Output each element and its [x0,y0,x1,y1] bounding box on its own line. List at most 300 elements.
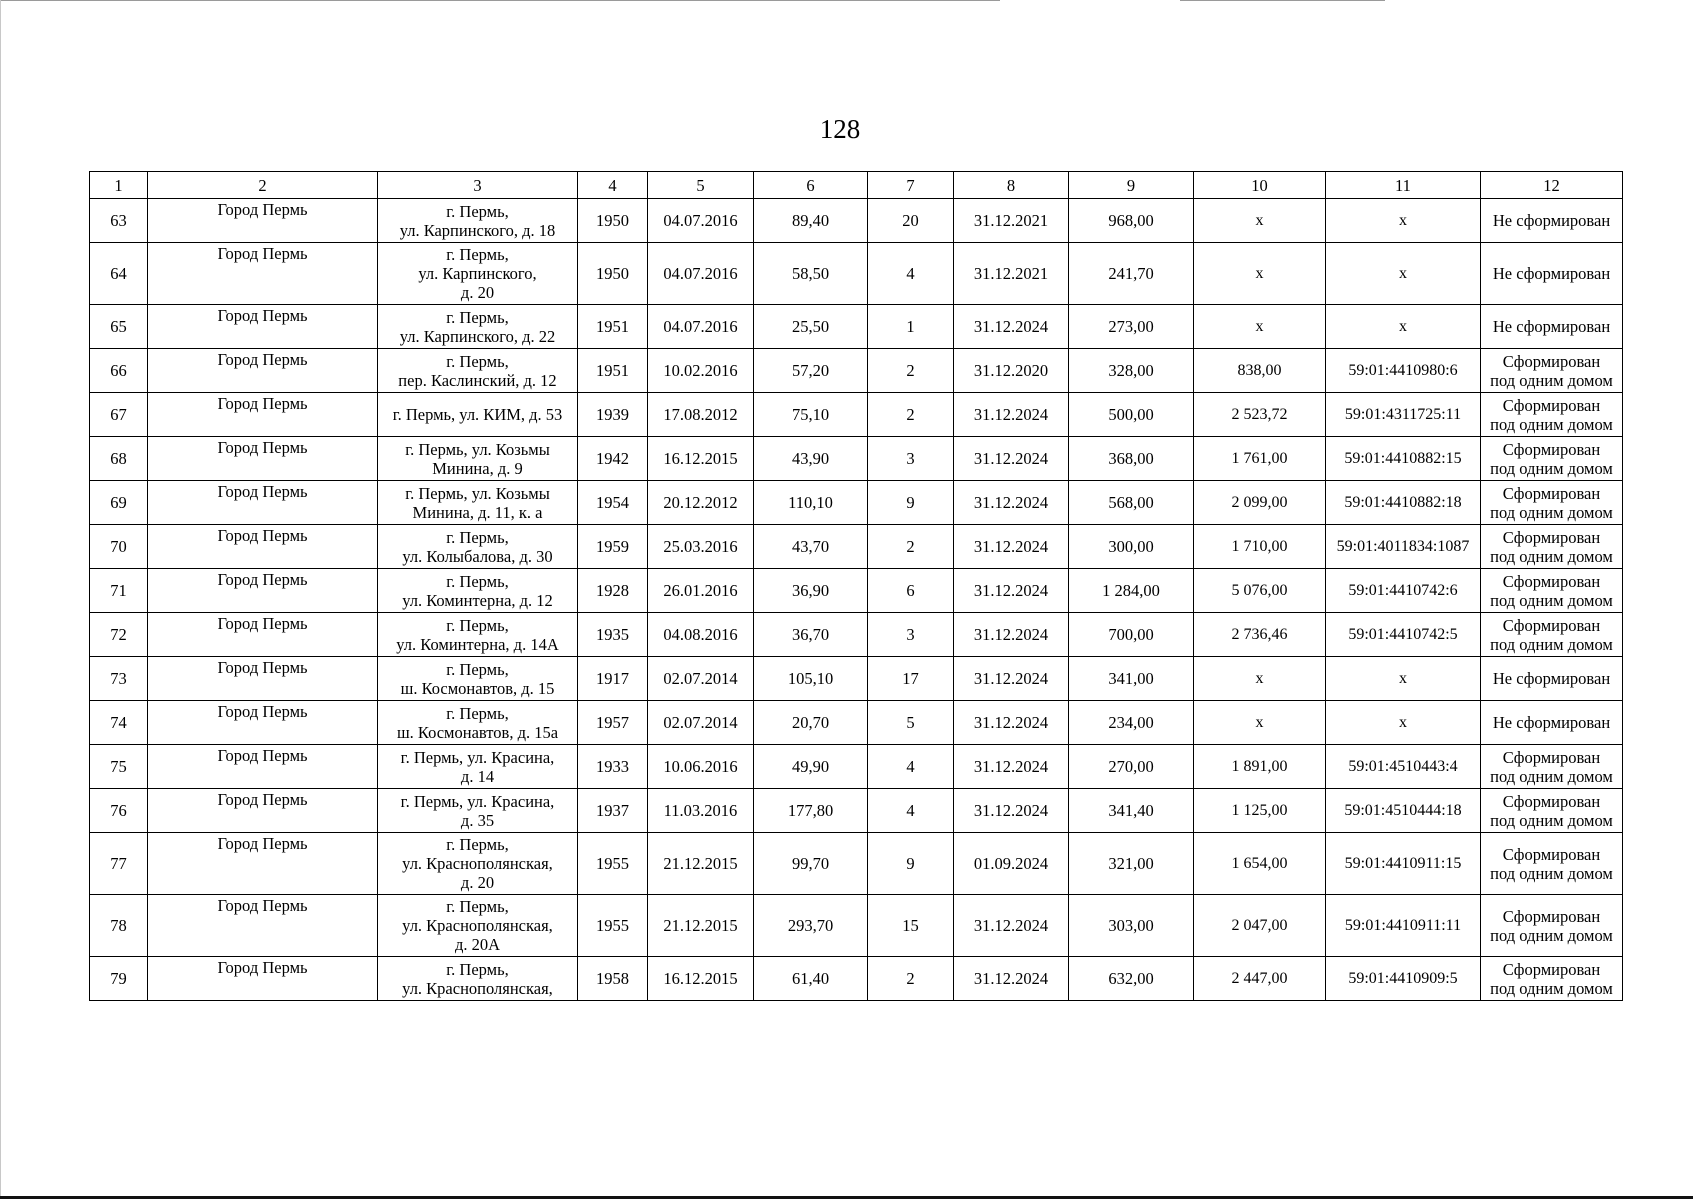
owner-cell: Город Пермь [148,349,378,393]
address-cell-line: д. 35 [460,810,495,830]
cadastral-cell: 59:01:4410980:6 [1326,349,1481,393]
cadastral-cell: x [1326,199,1481,243]
value10-cell: 2 099,00 [1194,481,1326,525]
year-cell: 1917 [578,657,648,701]
deadline-cell: 31.12.2024 [954,789,1069,833]
address-cell [378,349,578,393]
status-cell [1481,957,1623,1001]
date-cell: 02.07.2014 [648,701,754,745]
value9-cell: 500,00 [1069,393,1194,437]
address-cell-line: д. 14 [460,766,495,786]
status-cell-line: под одним домом [1490,546,1613,566]
value10-cell: 2 047,00 [1194,895,1326,957]
column-header-10: 10 [1194,172,1326,199]
column-header-7: 7 [868,172,954,199]
date-cell: 10.06.2016 [648,745,754,789]
residents-cell: 3 [868,613,954,657]
value10-cell: 1 125,00 [1194,789,1326,833]
address-cell-line: ул. Карпинского, д. 18 [399,220,556,240]
cadastral-cell: 59:01:4410742:6 [1326,569,1481,613]
owner-cell: Город Пермь [148,525,378,569]
address-cell-line: г. Пермь, [446,351,509,371]
table-row [90,569,1623,613]
status-cell [1481,481,1623,525]
column-number-row [90,172,1623,199]
address-cell [378,481,578,525]
cadastral-cell: 59:01:4410742:5 [1326,613,1481,657]
year-cell: 1955 [578,833,648,895]
value9-cell: 241,70 [1069,243,1194,305]
year-cell: 1955 [578,895,648,957]
row-number: 72 [90,613,148,657]
cadastral-cell: 59:01:4011834:1087 [1326,525,1481,569]
deadline-cell: 31.12.2024 [954,305,1069,349]
address-cell-line: г. Пермь, [446,959,509,979]
column-header-4: 4 [578,172,648,199]
residents-cell: 1 [868,305,954,349]
status-cell [1481,243,1623,305]
residents-cell: 4 [868,243,954,305]
address-cell [378,895,578,957]
year-cell: 1957 [578,701,648,745]
address-cell-line: д. 20 [460,283,495,302]
cadastral-cell: x [1326,657,1481,701]
cadastral-cell: 59:01:4410882:15 [1326,437,1481,481]
table-row [90,437,1623,481]
area-cell: 43,70 [754,525,868,569]
address-cell [378,437,578,481]
status-cell-line: Сформирован [1502,844,1601,864]
address-cell-line: Минина, д. 9 [432,458,523,478]
deadline-cell: 31.12.2024 [954,437,1069,481]
residents-cell: 17 [868,657,954,701]
area-cell: 36,70 [754,613,868,657]
date-cell: 20.12.2012 [648,481,754,525]
column-header-8: 8 [954,172,1069,199]
date-cell: 21.12.2015 [648,833,754,895]
area-cell: 293,70 [754,895,868,957]
area-cell: 105,10 [754,657,868,701]
column-header-5: 5 [648,172,754,199]
address-cell [378,745,578,789]
address-cell-line: ул. Коминтерна, д. 12 [402,590,553,610]
status-cell [1481,833,1623,895]
status-cell-line: под одним домом [1490,810,1613,830]
address-cell-line: ул. Коминтерна, д. 14А [396,634,559,654]
deadline-cell: 31.12.2024 [954,895,1069,957]
date-cell: 21.12.2015 [648,895,754,957]
address-cell-line: г. Пермь, [446,703,509,723]
value9-cell: 328,00 [1069,349,1194,393]
value9-cell: 1 284,00 [1069,569,1194,613]
year-cell: 1935 [578,613,648,657]
value9-cell: 321,00 [1069,833,1194,895]
date-cell: 16.12.2015 [648,437,754,481]
residents-cell: 2 [868,349,954,393]
value9-cell: 341,00 [1069,657,1194,701]
address-cell-line: г. Пермь, [446,659,509,679]
address-cell-line: г. Пермь, ул. КИМ, д. 53 [392,405,563,424]
address-cell [378,525,578,569]
address-cell-line: г. Пермь, ул. Козьмы [405,439,550,459]
area-cell: 61,40 [754,957,868,1001]
row-number: 71 [90,569,148,613]
year-cell: 1951 [578,349,648,393]
year-cell: 1959 [578,525,648,569]
deadline-cell: 31.12.2024 [954,569,1069,613]
column-header-6: 6 [754,172,868,199]
value10-cell: 2 447,00 [1194,957,1326,1001]
status-cell-line: под одним домом [1490,634,1613,654]
value9-cell: 273,00 [1069,305,1194,349]
table-row [90,481,1623,525]
area-cell: 177,80 [754,789,868,833]
row-number: 75 [90,745,148,789]
address-cell [378,657,578,701]
year-cell: 1933 [578,745,648,789]
value10-cell: x [1194,199,1326,243]
row-number: 64 [90,243,148,305]
cadastral-cell: 59:01:4410911:15 [1326,833,1481,895]
row-number: 79 [90,957,148,1001]
status-cell-line: Сформирован [1502,351,1601,371]
status-cell [1481,437,1623,481]
address-cell [378,243,578,305]
owner-cell: Город Пермь [148,305,378,349]
residents-cell: 2 [868,957,954,1001]
status-cell-line: Не сформирован [1492,264,1611,283]
table-body [90,199,1623,1001]
status-cell [1481,349,1623,393]
address-cell-line: г. Пермь, ул. Красина, [400,747,555,767]
owner-cell: Город Пермь [148,957,378,1001]
residents-cell: 6 [868,569,954,613]
owner-cell: Город Пермь [148,789,378,833]
value9-cell: 568,00 [1069,481,1194,525]
value9-cell: 341,40 [1069,789,1194,833]
area-cell: 57,20 [754,349,868,393]
value9-cell: 300,00 [1069,525,1194,569]
address-cell-line: ш. Космонавтов, д. 15 [400,678,555,698]
row-number: 74 [90,701,148,745]
table-row [90,701,1623,745]
value10-cell: x [1194,701,1326,745]
value9-cell: 303,00 [1069,895,1194,957]
owner-cell: Город Пермь [148,243,378,305]
address-cell-line: г. Пермь, [446,527,509,547]
status-cell [1481,657,1623,701]
address-cell [378,613,578,657]
area-cell: 99,70 [754,833,868,895]
column-header-1: 1 [90,172,148,199]
status-cell-line: Сформирован [1502,747,1601,767]
address-cell-line: ул. Краснополянская, [402,978,553,998]
address-cell-line: пер. Каслинский, д. 12 [398,370,557,390]
address-cell-line: г. Пермь, [446,307,509,327]
status-cell-line: под одним домом [1490,370,1613,390]
status-cell-line: под одним домом [1490,414,1613,434]
year-cell: 1950 [578,243,648,305]
page-number: 128 [819,114,861,144]
table-row [90,745,1623,789]
residents-cell: 4 [868,745,954,789]
cadastral-cell: x [1326,701,1481,745]
value10-cell: 2 523,72 [1194,393,1326,437]
table-row [90,657,1623,701]
owner-cell: Город Пермь [148,393,378,437]
address-cell-line: г. Пермь, [446,571,509,591]
scan-edge-top [0,0,1000,1]
status-cell [1481,393,1623,437]
address-cell-line: ул. Карпинского, д. 22 [399,326,556,346]
owner-cell: Город Пермь [148,569,378,613]
deadline-cell: 31.12.2024 [954,393,1069,437]
status-cell-line: под одним домом [1490,766,1613,786]
cadastral-cell: x [1326,305,1481,349]
row-number: 63 [90,199,148,243]
owner-cell: Город Пермь [148,437,378,481]
address-cell [378,569,578,613]
status-cell-line: Не сформирован [1492,713,1611,732]
area-cell: 58,50 [754,243,868,305]
table-row [90,895,1623,957]
deadline-cell: 31.12.2024 [954,957,1069,1001]
row-number: 73 [90,657,148,701]
table-row [90,525,1623,569]
owner-cell: Город Пермь [148,657,378,701]
date-cell: 25.03.2016 [648,525,754,569]
address-cell-line: г. Пермь, [446,615,509,635]
table-row [90,789,1623,833]
cadastral-cell: 59:01:4410882:18 [1326,481,1481,525]
column-header-9: 9 [1069,172,1194,199]
value10-cell: 1 891,00 [1194,745,1326,789]
deadline-cell: 31.12.2020 [954,349,1069,393]
deadline-cell: 31.12.2024 [954,613,1069,657]
area-cell: 110,10 [754,481,868,525]
column-header-3: 3 [378,172,578,199]
date-cell: 02.07.2014 [648,657,754,701]
residents-cell: 15 [868,895,954,957]
status-cell-line: под одним домом [1490,590,1613,610]
value10-cell: x [1194,657,1326,701]
table-row [90,613,1623,657]
date-cell: 10.02.2016 [648,349,754,393]
area-cell: 20,70 [754,701,868,745]
address-cell-line: д. 20А [454,935,501,954]
row-number: 70 [90,525,148,569]
address-cell [378,305,578,349]
year-cell: 1958 [578,957,648,1001]
column-header-2: 2 [148,172,378,199]
area-cell: 49,90 [754,745,868,789]
date-cell: 11.03.2016 [648,789,754,833]
deadline-cell: 31.12.2024 [954,525,1069,569]
row-number: 77 [90,833,148,895]
area-cell: 25,50 [754,305,868,349]
value10-cell: x [1194,305,1326,349]
address-cell [378,957,578,1001]
table-row [90,305,1623,349]
date-cell: 04.07.2016 [648,305,754,349]
status-cell-line: Сформирован [1502,571,1601,591]
address-cell-line: ул. Карпинского, [418,264,537,283]
address-cell-line: г. Пермь, [446,201,509,221]
address-cell [378,199,578,243]
value9-cell: 234,00 [1069,701,1194,745]
address-cell-line: г. Пермь, [446,245,509,264]
registry-table [89,171,1623,1001]
deadline-cell: 31.12.2024 [954,745,1069,789]
cadastral-cell: 59:01:4510444:18 [1326,789,1481,833]
year-cell: 1928 [578,569,648,613]
address-cell-line: ул. Краснополянская, [402,916,553,935]
status-cell [1481,745,1623,789]
row-number: 76 [90,789,148,833]
scan-edge-bottom [0,1196,1693,1199]
year-cell: 1950 [578,199,648,243]
status-cell-line: под одним домом [1490,502,1613,522]
owner-cell: Город Пермь [148,833,378,895]
owner-cell: Город Пермь [148,895,378,957]
address-cell [378,393,578,437]
cadastral-cell: 59:01:4510443:4 [1326,745,1481,789]
residents-cell: 5 [868,701,954,745]
address-cell-line: Минина, д. 11, к. а [412,502,543,522]
date-cell: 17.08.2012 [648,393,754,437]
table-row [90,243,1623,305]
date-cell: 04.07.2016 [648,243,754,305]
status-cell-line: под одним домом [1490,863,1613,883]
area-cell: 89,40 [754,199,868,243]
value10-cell: 1 710,00 [1194,525,1326,569]
address-cell-line: г. Пермь, ул. Козьмы [405,483,550,503]
date-cell: 04.07.2016 [648,199,754,243]
address-cell [378,833,578,895]
table-row [90,833,1623,895]
area-cell: 75,10 [754,393,868,437]
address-cell-line: г. Пермь, [446,897,509,916]
date-cell: 26.01.2016 [648,569,754,613]
status-cell-line: под одним домом [1490,978,1613,998]
row-number: 69 [90,481,148,525]
address-cell-line: ул. Краснополянская, [402,854,553,873]
date-cell: 16.12.2015 [648,957,754,1001]
residents-cell: 20 [868,199,954,243]
deadline-cell: 31.12.2021 [954,199,1069,243]
deadline-cell: 31.12.2021 [954,243,1069,305]
scan-edge-top-right [1180,0,1385,1]
owner-cell: Город Пермь [148,481,378,525]
deadline-cell: 31.12.2024 [954,481,1069,525]
table-row [90,199,1623,243]
residents-cell: 4 [868,789,954,833]
value9-cell: 270,00 [1069,745,1194,789]
column-header-12: 12 [1481,172,1623,199]
date-cell: 04.08.2016 [648,613,754,657]
cadastral-cell: x [1326,243,1481,305]
residents-cell: 2 [868,525,954,569]
address-cell [378,701,578,745]
status-cell [1481,701,1623,745]
address-cell-line: ш. Космонавтов, д. 15а [396,722,559,742]
owner-cell: Город Пермь [148,199,378,243]
row-number: 78 [90,895,148,957]
value10-cell: 1 654,00 [1194,833,1326,895]
row-number: 67 [90,393,148,437]
status-cell-line: Сформирован [1502,395,1601,415]
status-cell-line: Сформирован [1502,615,1601,635]
value9-cell: 968,00 [1069,199,1194,243]
address-cell-line: ул. Колыбалова, д. 30 [402,546,553,566]
residents-cell: 2 [868,393,954,437]
year-cell: 1939 [578,393,648,437]
value10-cell: 2 736,46 [1194,613,1326,657]
address-cell-line: г. Пермь, [446,835,509,854]
status-cell-line: Сформирован [1502,439,1601,459]
status-cell-line: Не сформирован [1492,317,1611,336]
status-cell [1481,199,1623,243]
status-cell-line: Сформирован [1502,483,1601,503]
table-row [90,957,1623,1001]
status-cell-line: под одним домом [1490,925,1613,945]
area-cell: 36,90 [754,569,868,613]
owner-cell: Город Пермь [148,745,378,789]
value9-cell: 700,00 [1069,613,1194,657]
year-cell: 1942 [578,437,648,481]
address-cell-line: г. Пермь, ул. Красина, [400,791,555,811]
owner-cell: Город Пермь [148,701,378,745]
year-cell: 1937 [578,789,648,833]
status-cell [1481,613,1623,657]
column-header-11: 11 [1326,172,1481,199]
address-cell [378,789,578,833]
status-cell [1481,895,1623,957]
deadline-cell: 01.09.2024 [954,833,1069,895]
status-cell-line: Сформирован [1502,791,1601,811]
area-cell: 43,90 [754,437,868,481]
status-cell-line: под одним домом [1490,458,1613,478]
deadline-cell: 31.12.2024 [954,657,1069,701]
residents-cell: 9 [868,481,954,525]
value10-cell: 838,00 [1194,349,1326,393]
row-number: 68 [90,437,148,481]
residents-cell: 3 [868,437,954,481]
status-cell-line: Не сформирован [1492,669,1611,688]
deadline-cell: 31.12.2024 [954,701,1069,745]
row-number: 65 [90,305,148,349]
year-cell: 1954 [578,481,648,525]
status-cell-line: Сформирован [1502,527,1601,547]
status-cell [1481,305,1623,349]
table-row [90,349,1623,393]
status-cell-line: Сформирован [1502,906,1601,926]
scan-edge-left [0,0,1,1196]
owner-cell: Город Пермь [148,613,378,657]
status-cell [1481,789,1623,833]
address-cell-line: д. 20 [460,873,495,892]
status-cell [1481,569,1623,613]
cadastral-cell: 59:01:4410911:11 [1326,895,1481,957]
value10-cell: 1 761,00 [1194,437,1326,481]
value10-cell: x [1194,243,1326,305]
status-cell-line: Сформирован [1502,959,1601,979]
status-cell [1481,525,1623,569]
row-number: 66 [90,349,148,393]
cadastral-cell: 59:01:4410909:5 [1326,957,1481,1001]
year-cell: 1951 [578,305,648,349]
value10-cell: 5 076,00 [1194,569,1326,613]
